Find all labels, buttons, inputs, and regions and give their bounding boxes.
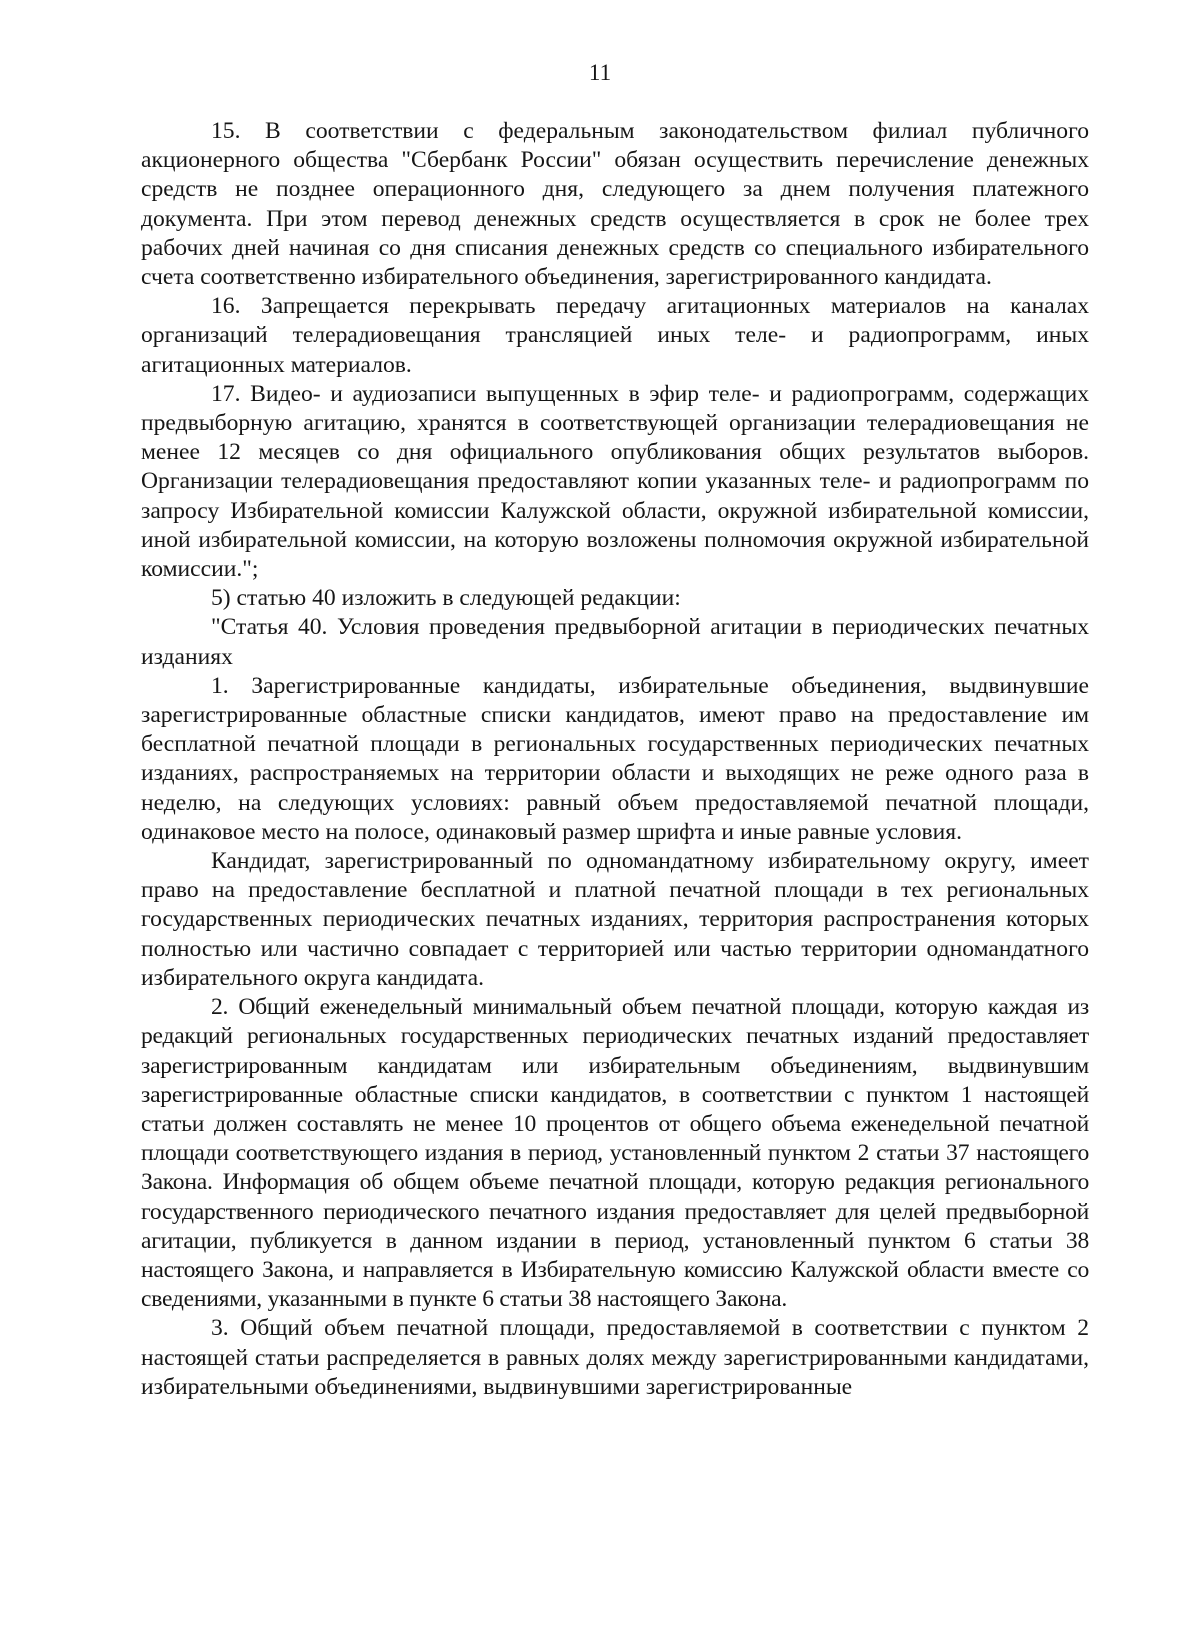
document-body [141,117,1089,1402]
paragraph-16: 16. Запрещается перекрывать передачу агитационных материалов на каналах организаций телерадиовещания трансляцией иных теле- и радиопрограмм, иных агитационных материалов. [141,293,1089,378]
article-40-point-2: 2. Общий еженедельный минимальный объем печатной площади, которую каждая из редакций региональных государственных периодических печатных изданий предоставляет зарегистрированным кандидатам или избирательным объединениям, выдвинувшим зарегистрированные областные списки кандидатов, в соответствии с пунктом 1 настоящей статьи должен составлять не менее 10 процентов от общего объема еженедельной печатной площади соответствующего издания в период, установленный пунктом 2 статьи 37 настоящего Закона. Информация об общем объеме печатной площади, которую редакция регионального государственного периодического печатного издания предоставляет для целей предвыборной агитации, публикуется в данном издании в период, установленный пунктом 6 статьи 38 настоящего Закона, и направляется в Избирательную комиссию Калужской области вместе со сведениями, указанными в пункте 6 статьи 38 настоящего Закона. [141,994,1089,1313]
article-40-heading: "Статья 40. Условия проведения предвыборной агитации в периодических печатных изданиях [141,614,1089,670]
paragraph-17: 17. Видео- и аудиозаписи выпущенных в эфир теле- и радиопрограмм, содержащих предвыборную агитацию, хранятся в соответствующей организации телерадиовещания не менее 12 месяцев со дня официального опубликования общих результатов выборов. Организации телерадиовещания предоставляют копии указанных теле- и радиопрограмм по запросу Избирательной комиссии Калужской области, окружной избирательной комиссии, иной избирательной комиссии, на которую возложены полномочия окружной избирательной комиссии."; [141,380,1089,583]
amendment-item-5: 5) статью 40 изложить в следующей редакции: [211,585,681,612]
article-40-point-1: 1. Зарегистрированные кандидаты, избирательные объединения, выдвинувшие зарегистрированные областные списки кандидатов, имеют право на предоставление им бесплатной печатной площади в региональных государственных периодических печатных изданиях, распространяемых на территории области и выходящих не реже одного раза в неделю, на следующих условиях: равный объем предоставляемой печатной площади, одинаковое место на полосе, одинаковый размер шрифта и иные равные условия. [141,672,1089,845]
article-40-point-1-candidate: Кандидат, зарегистрированный по одномандатному избирательному округу, имеет право на предоставление бесплатной и платной печатной площади в тех региональных государственных периодических печатных изданиях, территория распространения которых полностью или частично совпадает с территорией или частью территории одномандатного избирательного округа кандидата. [141,848,1089,991]
article-40-point-3: 3. Общий объем печатной площади, предоставляемой в соответствии с пунктом 2 настоящей статьи распределяется в равных долях между зарегистрированными кандидатами, избирательными объединениями, выдвинувшими зарегистрированные [141,1315,1089,1400]
paragraph-15: 15. В соответствии с федеральным законодательством филиал публичного акционерного общества "Сбербанк России" обязан осуществить перечисление денежных средств не позднее операционного дня, следующего за днем получения платежного документа. При этом перевод денежных средств осуществляется в срок не более трех рабочих дней начиная со дня списания денежных средств со специального избирательного счета соответственно избирательного объединения, зарегистрированного кандидата. [141,118,1089,291]
page-number: 11 [588,60,612,85]
